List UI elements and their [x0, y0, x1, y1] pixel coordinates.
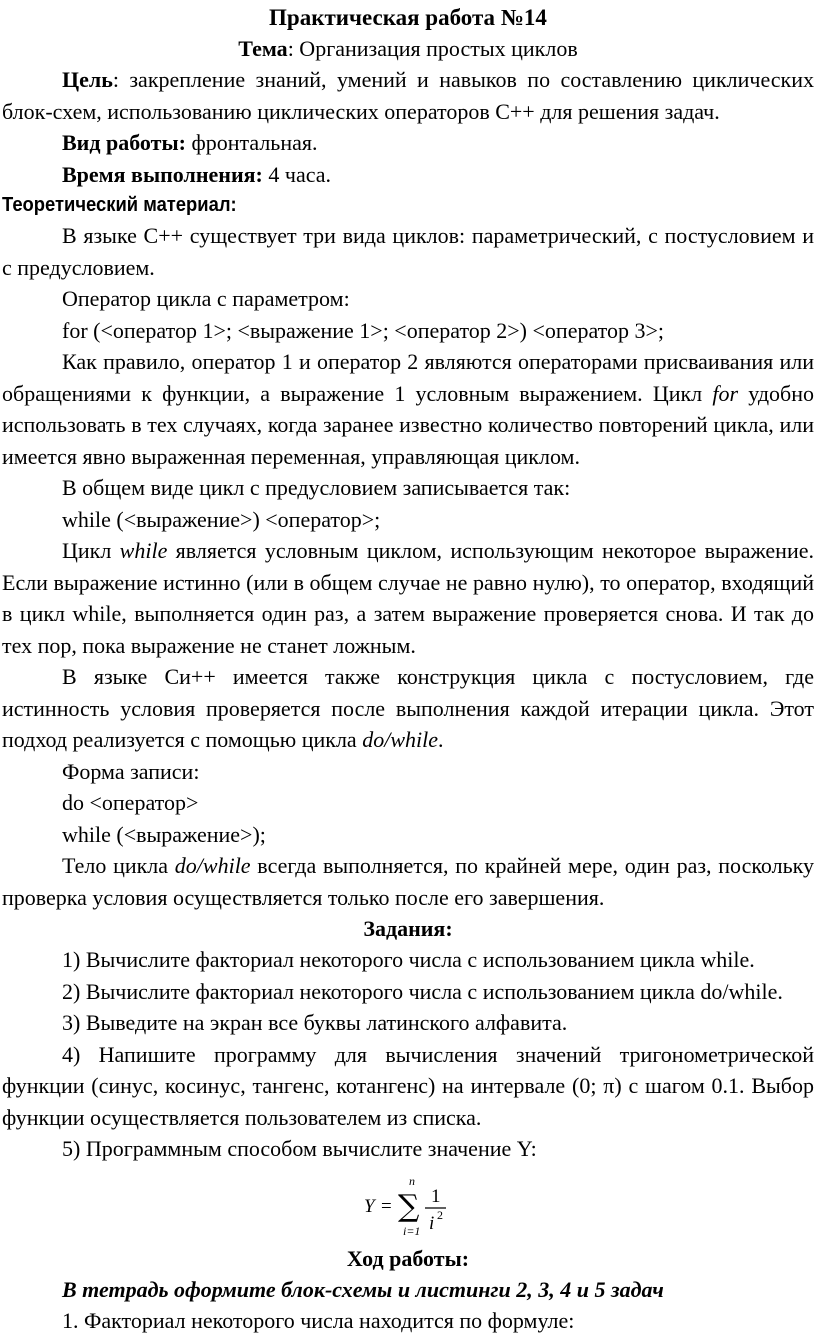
do-syntax-line: do <оператор>: [62, 790, 199, 815]
task-item-5: 5) Программным способом вычислите значение Y:: [62, 1136, 537, 1161]
theory-paragraph-5: В общем виде цикл с предусловием записывается так:: [62, 475, 571, 500]
formula-exponent: 2: [437, 1207, 443, 1222]
theory-p8-emphasis: do/while: [362, 727, 438, 752]
theory-paragraph-2: Оператор цикла с параметром:: [62, 286, 350, 311]
theory-paragraph-12: [2, 850, 814, 913]
sum-formula: [2, 1169, 814, 1243]
formula-numerator: 1: [431, 1185, 441, 1207]
theory-paragraph-7: [2, 535, 814, 661]
formula-lower-limit: i=1: [403, 1223, 421, 1238]
formula-equals: =: [381, 1195, 392, 1217]
goal-label: Цель: [62, 67, 113, 92]
while-syntax-line: while (<выражение>) <оператор>;: [62, 506, 381, 532]
progress-heading-text: Ход работы:: [346, 1245, 470, 1271]
task-item-1: 1) Вычислите факториал некоторого числа с использованием цикла while.: [62, 947, 755, 972]
formula-denominator: i: [429, 1212, 435, 1234]
work-type-line: [2, 127, 814, 159]
theory-paragraph-4: [2, 346, 814, 472]
tasks-heading: [2, 913, 814, 944]
for-syntax-line: for (<оператор 1>; <выражение 1>; <оператор 2>) <оператор 3>;: [62, 317, 664, 343]
topic-text: : Организация простых циклов: [287, 36, 578, 61]
progress-heading: [2, 1243, 814, 1274]
formula-upper-limit: n: [409, 1173, 415, 1188]
duration-line: [2, 159, 814, 191]
theory-p12-text-b: всегда выполняется, по крайней мере, один раз, поскольку проверка условия осуществляется только после его завершения.: [2, 853, 815, 910]
work-type-text: фронтальная.: [185, 130, 318, 155]
progress-instruction-text: В тетрадь оформите блок-схемы и листинги 2, 3, 4 и 5 задач: [62, 1276, 664, 1302]
formula-sum-sign: ∑: [398, 1188, 420, 1224]
theory-p7-emphasis: while: [119, 538, 168, 563]
topic-label: Тема: [238, 36, 288, 61]
theory-p12-text-a: Тело цикла: [62, 853, 175, 878]
tasks-heading-text: Задания:: [363, 916, 453, 941]
task-item-3: 3) Выведите на экран все буквы латинского алфавита.: [62, 1010, 568, 1035]
theory-heading: Теоретический материал:: [2, 194, 237, 216]
theory-p7-text-a: Цикл: [62, 538, 120, 563]
duration-label: Время выполнения:: [62, 161, 263, 187]
duration-text: 4 часа.: [262, 161, 332, 187]
work-type-label: Вид работы:: [62, 130, 186, 155]
theory-p4-emphasis: for: [712, 380, 739, 406]
theory-p4-text-a: Как правило, оператор 1 и оператор 2 являются операторами присваивания или обращениями к функции, а выражение 1 условным выражением. Цикл: [2, 349, 814, 406]
task-item-2: 2) Вычислите факториал некоторого числа с использованием цикла do/while.: [62, 978, 783, 1004]
theory-p8-text-b: .: [437, 727, 444, 752]
theory-paragraph-1: В языке С++ существует три вида циклов: параметрический, с постусловием и с предусловием.: [2, 223, 814, 280]
formula-lhs: Y: [364, 1195, 375, 1217]
page-title: Практическая работа №14: [269, 5, 547, 30]
sum-formula-graphic: [362, 1169, 462, 1243]
task-item-4: 4) Напишите программу для вычисления значений тригонометрической функции (синус, косинус, тангенс, котангенс) на интервале (0; π) с шагом 0.1. Выбор функции осуществляется пользователем из списка.: [2, 1041, 814, 1130]
topic-line: [2, 33, 814, 64]
theory-p7-text-b: является условным циклом, использующим некоторое выражение. Если выражение истинно (или в общем случае не равно нулю), то оператор, входящий в цикл while, выполняется один раз, а затем выражение проверяется снова. И так до тех пор, пока выражение не станет ложным.: [2, 538, 814, 658]
progress-step-1: 1. Факториал некоторого числа находится по формуле:: [62, 1308, 575, 1333]
do-while-syntax-line: while (<выражение>);: [62, 821, 266, 847]
theory-paragraph-9: Форма записи:: [62, 758, 200, 784]
goal-paragraph: [2, 64, 814, 127]
theory-p4-text-b: удобно использовать в тех случаях, когда заранее известно количество повторений цикла, или имеется явно выраженная переменная, управляющая циклом.: [2, 380, 814, 469]
goal-text: : закрепление знаний, умений и навыков по составлению циклических блок-схем, использованию циклических операторов С++ для решения задач.: [2, 67, 814, 124]
theory-p12-emphasis: do/while: [174, 853, 251, 878]
theory-p8-text-a: В языке Си++ имеется также конструкция цикла с постусловием, где истинность условия проверяется после выполнения каждой итерации цикла. Этот подход реализуется с помощью цикла: [2, 664, 814, 752]
progress-instruction: [2, 1274, 814, 1306]
theory-paragraph-8: [2, 661, 814, 756]
